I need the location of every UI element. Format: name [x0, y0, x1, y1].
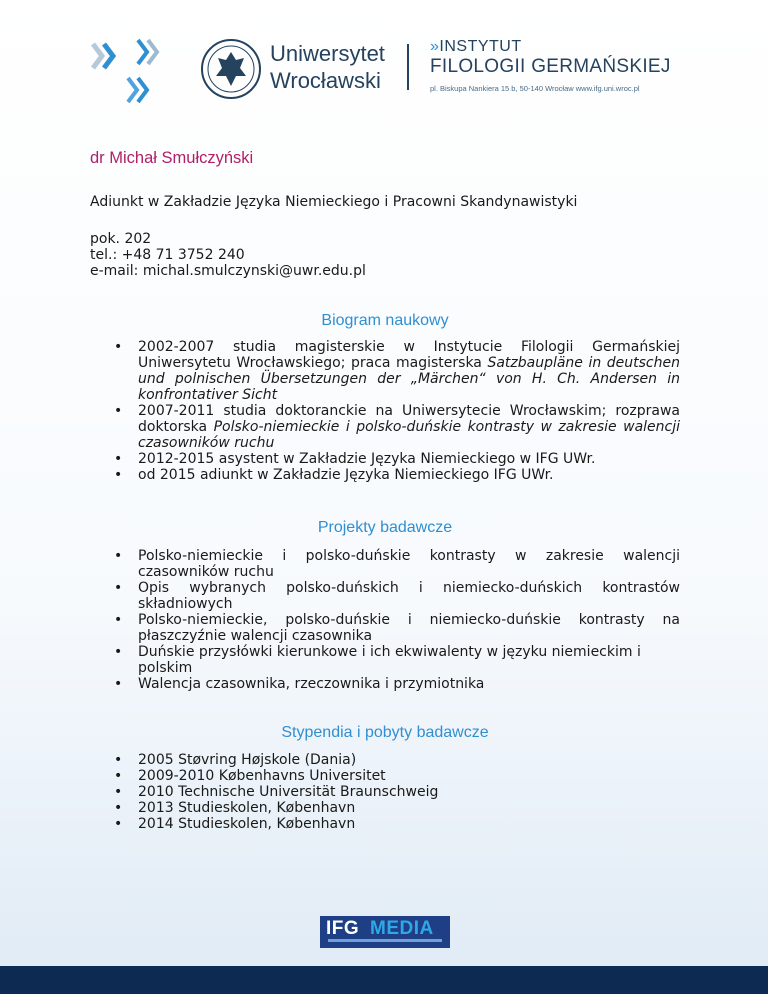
list-item-text: 2007-2011 studia doktoranckie na Uniwersytecie Wrocławskim; rozprawa doktorska — [138, 403, 680, 435]
list-item: • Duńskie przysłówki kierunkowe i ich ekwiwalenty w języku niemieckim i polskim — [138, 644, 680, 676]
chevrons-logo-icon — [88, 38, 168, 108]
ifg-media-logo — [320, 916, 450, 948]
scholarships-list — [90, 752, 680, 832]
phone-number: tel.: +48 71 3752 240 — [90, 247, 245, 263]
list-item-text: od 2015 adiunkt w Zakładzie Języka Niemieckiego IFG UWr. — [138, 467, 554, 483]
institute-mark: » — [430, 38, 440, 55]
section-title-biogram: Biogram naukowy — [321, 312, 449, 329]
university-seal-icon — [200, 38, 262, 100]
list-item: • Polsko-niemieckie i polsko-duńskie kontrasty w zakresie walencji czasowników ruchu — [138, 548, 680, 580]
list-item — [138, 403, 680, 451]
list-item: • Walencja czasownika, rzeczownika i przymiotnika — [138, 676, 680, 692]
section-scholarships — [90, 725, 680, 832]
thesis-title: Satzbaupläne in deutschen und polnischen Übersetzungen der „Märchen“ von H. Ch. Andersen in konfrontativer Sicht — [138, 355, 680, 403]
list-item — [138, 451, 680, 467]
section-title-projects: Projekty badawcze — [317, 519, 453, 536]
header-divider — [407, 44, 409, 90]
dissertation-title: Polsko-niemieckie i polsko-duńskie kontrasty w zakresie walencji czasowników ruchu — [138, 419, 680, 451]
email-address: e-mail: michal.smulczynski@uwr.edu.pl — [90, 263, 366, 279]
list-item: • 2009-2010 Københavns Universitet — [138, 768, 680, 784]
institute-label: INSTYTUT — [439, 38, 522, 55]
list-item: • 2005 Støvring Højskole (Dania) — [138, 752, 680, 768]
section-title-scholarships: Stypendia i pobyty badawcze — [281, 724, 489, 741]
logo-tagline-bar — [328, 939, 442, 942]
institute-name: FILOLOGII GERMAŃSKIEJ — [430, 56, 671, 77]
university-name — [270, 40, 385, 94]
list-item — [138, 339, 680, 403]
list-item — [138, 467, 680, 483]
biogram-list — [90, 339, 680, 483]
list-item: • Polsko-niemieckie, polsko-duńskie i niemiecko-duńskie kontrasty na płaszczyźnie walencji czasownika — [138, 612, 680, 644]
list-item: • 2010 Technische Universität Braunschweig — [138, 784, 680, 800]
list-item: • Opis wybranych polsko-duńskich i niemiecko-duńskich kontrastów składniowych — [138, 580, 680, 612]
section-projects — [90, 520, 680, 692]
list-item-text: 2002-2007 studia magisterskie w Instytucie Filologii Germańskiej Uniwersytetu Wrocławskiego; praca magisterska — [138, 339, 680, 371]
projects-list — [90, 548, 680, 692]
list-item: • 2014 Studieskolen, København — [138, 816, 680, 832]
institute-line1 — [430, 38, 671, 56]
university-name-line2: Wrocławski — [270, 68, 381, 93]
logo-ifg-text: IFG — [326, 918, 360, 939]
person-name: dr Michał Smułczyński — [90, 149, 254, 167]
institute-block — [430, 38, 671, 93]
logo-media-text: MEDIA — [370, 918, 434, 939]
main-content — [90, 150, 680, 832]
person-position: Adiunkt w Zakładzie Języka Niemieckiego i Pracowni Skandynawistyki — [90, 194, 578, 210]
section-biogram — [90, 313, 680, 483]
footer-band — [0, 966, 768, 994]
contact-block — [90, 231, 680, 279]
university-name-line1: Uniwersytet — [270, 41, 385, 66]
list-item: • 2013 Studieskolen, København — [138, 800, 680, 816]
room-number: pok. 202 — [90, 231, 152, 247]
institute-address: pl. Biskupa Nankiera 15 b, 50-140 Wrocław www.ifg.uni.wroc.pl — [430, 84, 640, 93]
list-item-text: 2012-2015 asystent w Zakładzie Języka Niemieckiego w IFG UWr. — [138, 451, 596, 467]
